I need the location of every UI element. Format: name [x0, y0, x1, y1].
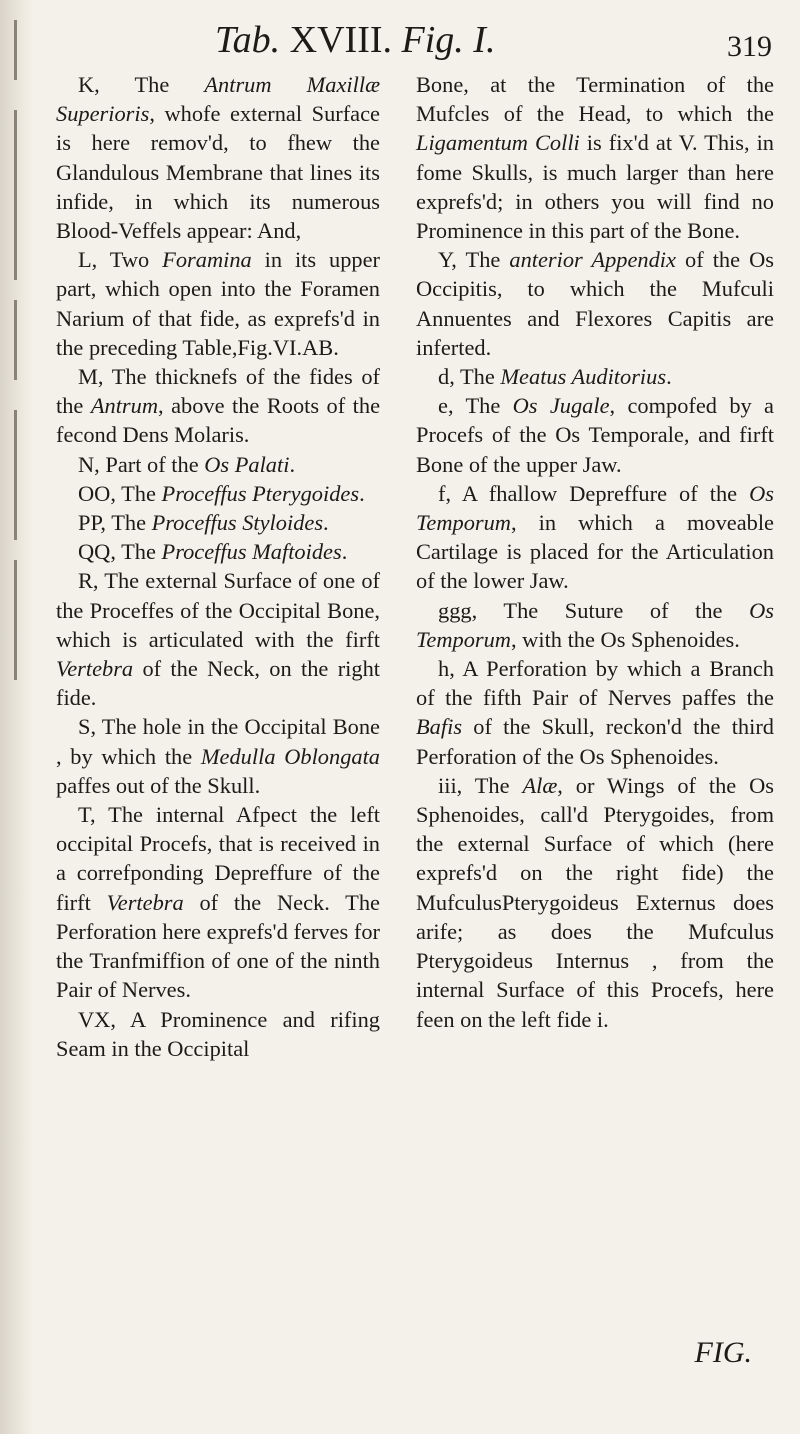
entry-pp: PP, The Proceffus Styloides. [78, 510, 329, 536]
entry-d: d, The Meatus Auditorius. [438, 364, 672, 390]
entry-ggg: ggg, The Suture of the Os Temporum, with the Os Sphenoides. [416, 597, 774, 652]
entry-vx-continued: Bone, at the Termination of the Mufcles of the Head, to which the Ligamentum Colli is fix'd at V. This, in fome Skulls, is much larger than here exprefs'd; in others you will find no Prominence in this part of the Bone. [416, 72, 774, 244]
catchword: FIG. [694, 1336, 752, 1369]
entry-k: K, The Antrum Maxillæ Superioris, whofe external Surface is here remov'd, to fhew the Glandulous Membrane that lines its infide, in which its numerous Blood-Veffels appear: And, [56, 72, 381, 244]
right-column [416, 70, 774, 1034]
plate-number: XVIII. [289, 19, 393, 61]
entry-vx: VX, A Prominence and rifing Seam in the Occipital [56, 1006, 380, 1061]
entry-oo: OO, The Proceffus Pterygoides. [78, 480, 365, 506]
entry-t: T, The internal Afpect the left occipital Procefs, that is received in a correfponding Depreffure of the firft Vertebra of the Neck. The Perforation here exprefs'd ferves for the Tranfmiffion of one of the ninth Pair of Nerves. [56, 802, 380, 1003]
plate-heading [215, 18, 495, 62]
entry-e: e, The Os Jugale, compofed by a Procefs of the Os Temporale, and firft Bone of the upper Jaw. [416, 393, 774, 477]
left-column [56, 70, 380, 1063]
entry-l: L, Two Foramina in its upper part, which open into the Foramen Narium of that fide, as exprefs'd in the preceding Table,Fig.VI.AB. [56, 247, 380, 360]
page-number: 319 [727, 30, 772, 63]
entry-y: Y, The anterior Appendix of the Os Occipitis, to which the Mufculi Annuentes and Flexores Capitis are inferted. [416, 247, 774, 360]
entry-qq: QQ, The Proceffus Maftoides. [78, 539, 348, 565]
tab-label: Tab. [215, 19, 281, 61]
entry-m: M, The thicknefs of the fides of the Antrum, above the Roots of the fecond Dens Molaris. [56, 364, 381, 448]
entry-f: f, A fhallow Depreffure of the Os Temporum, in which a moveable Cartilage is placed for the Articulation of the lower Jaw. [416, 480, 774, 594]
page-binding-edge [0, 0, 34, 1434]
entry-iii: iii, The Alæ, or Wings of the Os Sphenoides, call'd Pterygoides, from the external Surface of which (here exprefs'd on the right fide) the MufculusPterygoideus Externus does arife; as does the Mufculus Pterygoideus Internus , from the internal Surface of this Procefs, here feen on the left fide i. [416, 772, 774, 1032]
entry-h: h, A Perforation by which a Branch of the fifth Pair of Nerves paffes the Bafis of the Skull, reckon'd the third Perforation of the Os Sphenoides. [416, 656, 774, 769]
entry-r: R, The external Surface of one of the Proceffes of the Occipital Bone, which is articulated with the firft Vertebra of the Neck, on the right fide. [56, 568, 380, 711]
figure-label: Fig. I. [401, 19, 496, 61]
running-head [0, 18, 800, 68]
entry-n: N, Part of the Os Palati. [78, 451, 296, 477]
entry-s: S, The hole in the Occipital Bone , by which the Medulla Oblongata paffes out of the Skull. [56, 714, 380, 798]
